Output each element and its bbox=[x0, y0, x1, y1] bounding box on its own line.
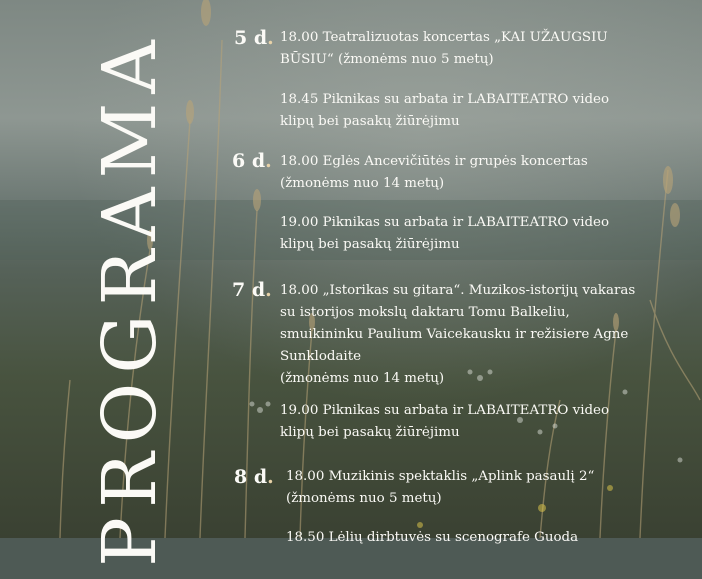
event-8-musical: 18.00 Muzikinis spektaklis „Aplink pasaulį 2“ (žmonėms nuo 5 metų) bbox=[286, 469, 595, 506]
event-6-concert: 18.00 Eglės Ancevičiūtės ir grupės koncertas (žmonėms nuo 14 metų) bbox=[280, 154, 588, 191]
event-6-picnic: 19.00 Piknikas su arbata ir LABAITEATRO video klipų bei pasakų žiūrėjimu bbox=[280, 215, 610, 252]
program-title: PROGRAMA bbox=[87, 31, 173, 567]
day-label-7: 7 d. bbox=[232, 279, 272, 301]
event-7-picnic: 19.00 Piknikas su arbata ir LABAITEATRO video klipų bei pasakų žiūrėjimu bbox=[280, 403, 610, 440]
event-5-picnic: 18.45 Piknikas su arbata ir LABAITEATRO video klipų bei pasakų žiūrėjimu bbox=[280, 92, 610, 129]
day-label-6: 6 d. bbox=[232, 150, 272, 172]
day-label-8: 8 d. bbox=[234, 466, 274, 488]
day-label-5: 5 d. bbox=[234, 27, 274, 49]
event-7-history: 18.00 „Istorikas su gitara“. Muzikos-istorijų vakaras su istorijos mokslų daktaru Tomu Balkeliu, smuikininku Paulium Vaicekausku ir režisiere Agne Sunklodaite (žmonėms nuo 14 metų) bbox=[280, 283, 636, 386]
event-5-concert: 18.00 Teatralizuotas koncertas „KAI UŽAUGSIU BŪSIU“ (žmonėms nuo 5 metų) bbox=[280, 30, 608, 67]
event-8-puppet-workshop: 18.50 Lėlių dirbtuvės su scenografe Guoda bbox=[286, 530, 579, 545]
